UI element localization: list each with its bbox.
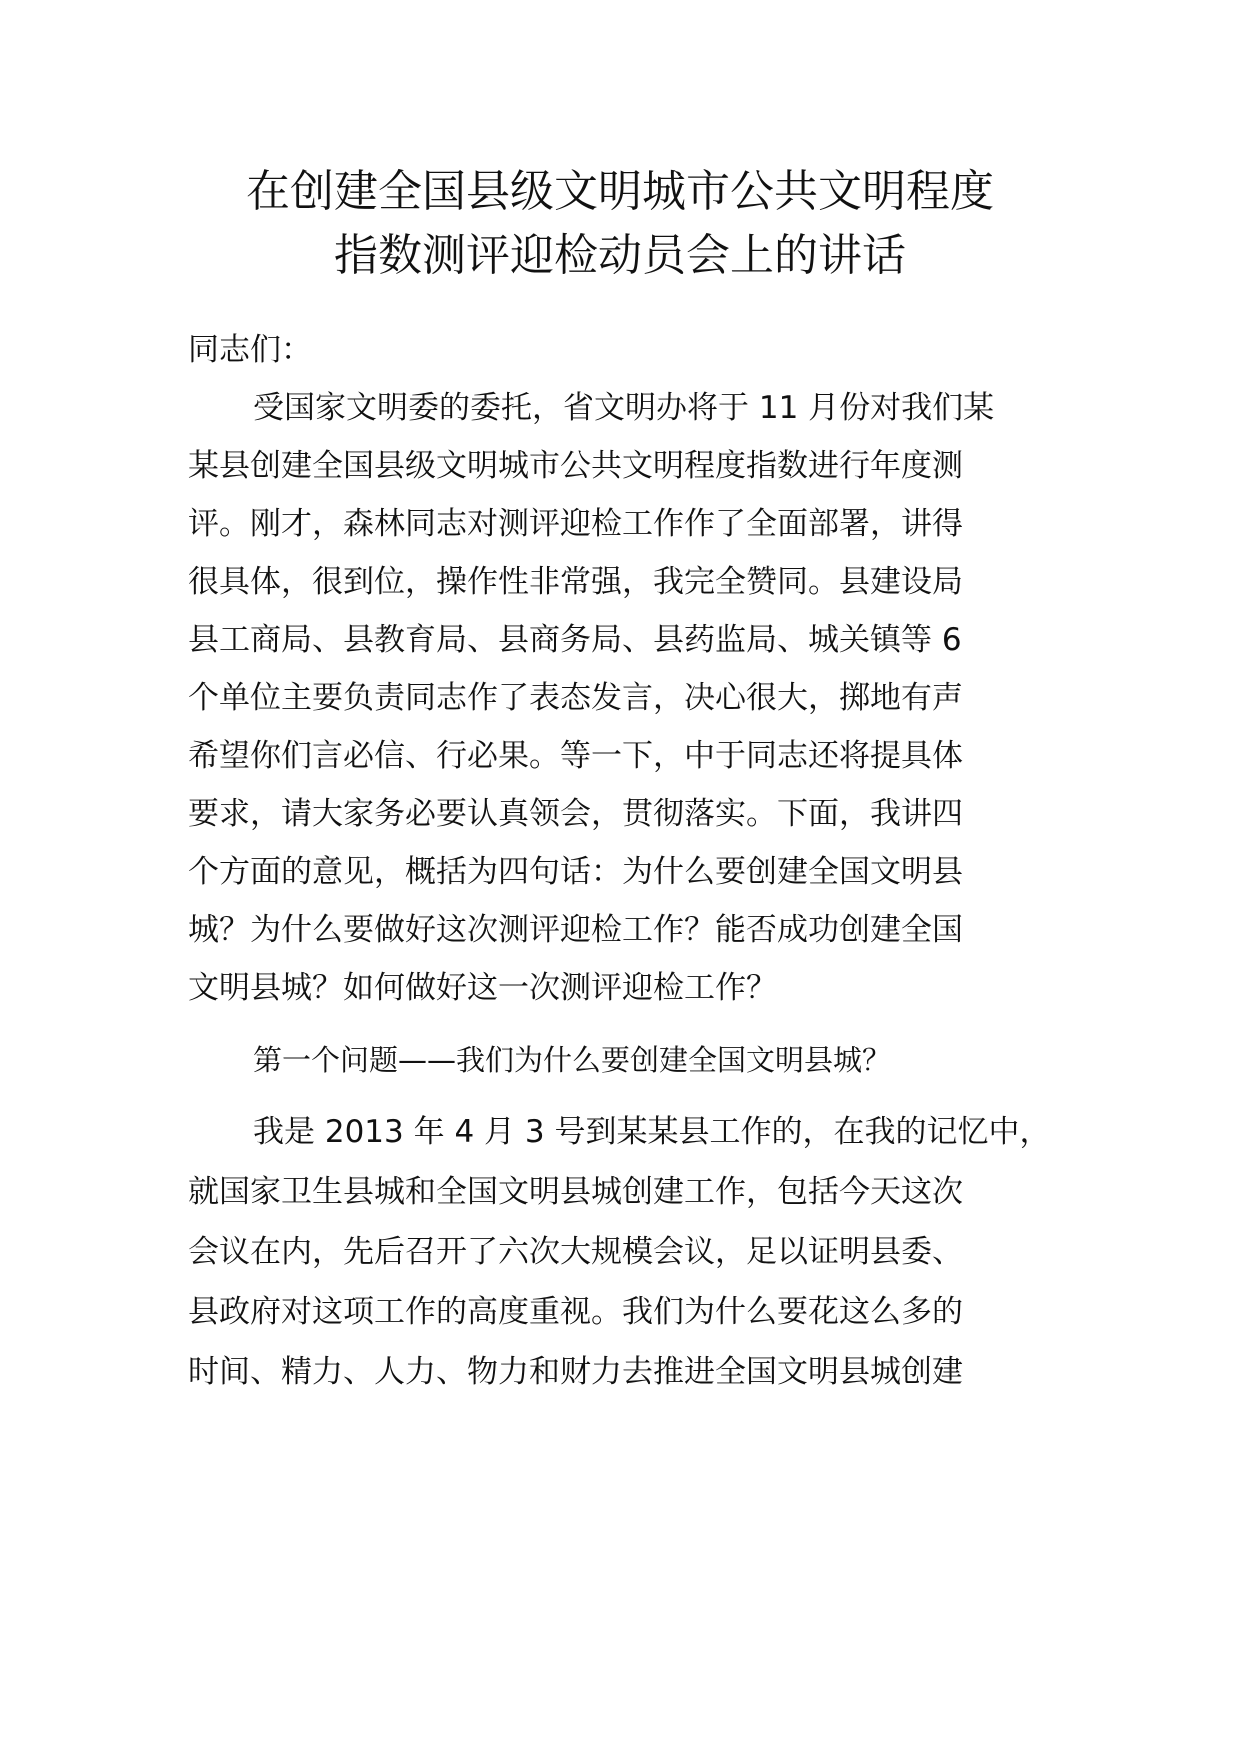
paragraph-1-line: 受国家文明委的委托，省文明办将于 11 月份对我们某 (253, 390, 995, 426)
paragraph-1-line: 县工商局、县教育局、县商务局、县药监局、城关镇等 6 (188, 622, 962, 658)
document-title (0, 160, 1240, 288)
paragraph-1-line: 个方面的意见，概括为四句话：为什么要创建全国文明县 (188, 854, 963, 890)
title-line-2: 指数测评迎检动员会上的讲话 (334, 230, 906, 281)
paragraph-1-line: 很具体，很到位，操作性非常强，我完全赞同。县建设局 (188, 564, 963, 600)
paragraph-2-line: 我是 2013 年 4 月 3 号到某某县工作的，在我的记忆中， (253, 1114, 1051, 1150)
paragraph-1-line: 要求，请大家务必要认真领会，贯彻落实。下面，我讲四 (188, 796, 963, 832)
paragraph-1-line: 某县创建全国县级文明城市公共文明程度指数进行年度测 (188, 448, 963, 484)
paragraph-1-line: 希望你们言必信、行必果。等一下，中于同志还将提具体 (188, 738, 963, 774)
title-line-1: 在创建全国县级文明城市公共文明程度 (246, 166, 994, 217)
paragraph-1-line: 个单位主要负责同志作了表态发言，决心很大，掷地有声 (188, 680, 963, 716)
paragraph-2-line: 会议在内，先后召开了六次大规模会议，足以证明县委、 (188, 1234, 963, 1270)
paragraph-1-line: 评。刚才，森林同志对测评迎检工作作了全面部署，讲得 (188, 506, 963, 542)
paragraph-1-line: 文明县城？如何做好这一次测评迎检工作？ (188, 970, 777, 1006)
salutation: 同志们： (188, 332, 312, 368)
section-heading: 第一个问题——我们为什么要创建全国文明县城？ (253, 1043, 892, 1077)
paragraph-1-line: 城？为什么要做好这次测评迎检工作？能否成功创建全国 (188, 912, 963, 948)
paragraph-2-line: 就国家卫生县城和全国文明县城创建工作，包括今天这次 (188, 1174, 963, 1210)
paragraph-2-line: 时间、精力、人力、物力和财力去推进全国文明县城创建 (188, 1354, 963, 1390)
paragraph-2-line: 县政府对这项工作的高度重视。我们为什么要花这么多的 (188, 1294, 963, 1330)
